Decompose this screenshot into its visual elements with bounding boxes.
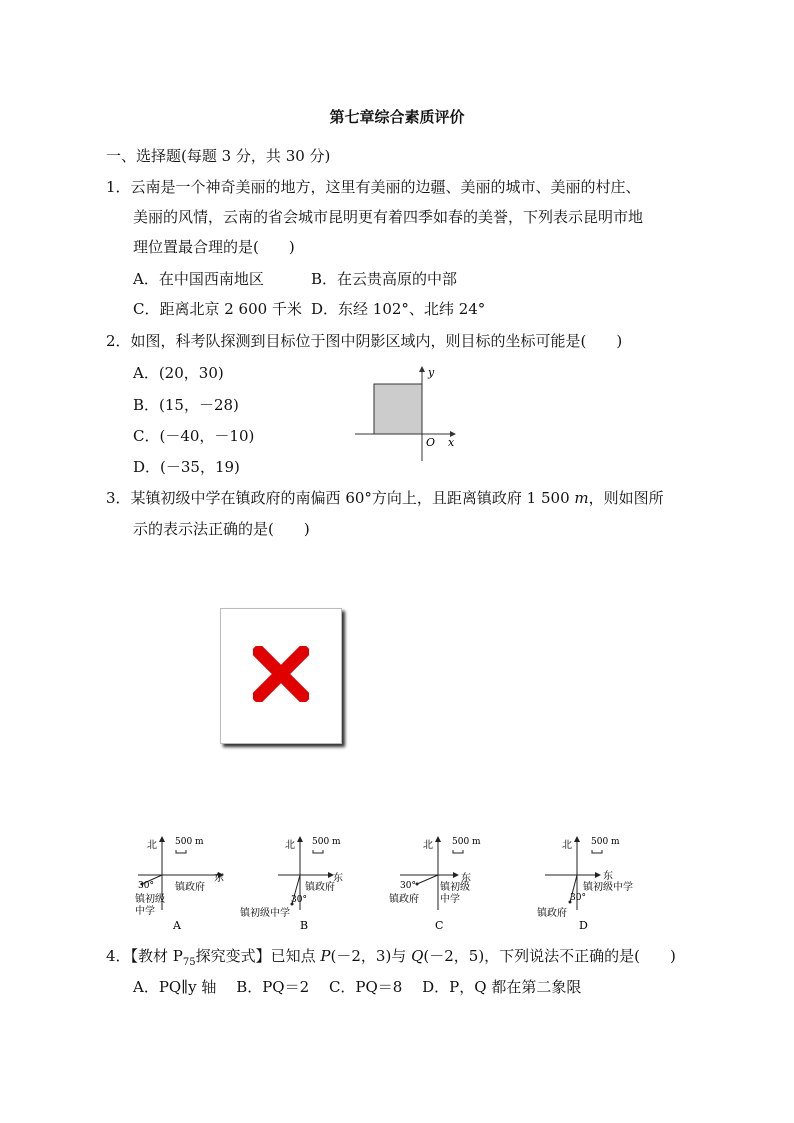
q3-stem-line2: 示的表示法正确的是( ) [133, 520, 310, 538]
q3-unit: m [574, 489, 589, 507]
school-label: 镇初级中学 [240, 908, 290, 919]
east-label: 东 [461, 873, 471, 884]
shaded-region [374, 384, 422, 434]
q2-coordinate-figure [350, 360, 460, 465]
q4-option-b: B．PQ＝2 [236, 978, 310, 996]
origin-label: O [426, 436, 436, 449]
point-q: Q [411, 947, 424, 965]
angle-label: 30° [570, 893, 586, 903]
north-label: 北 [147, 840, 157, 851]
q2-option-a: A．(20，30) [133, 364, 224, 382]
diagram-a [135, 836, 224, 932]
q1-stem-line1: 1．云南是一个神奇美丽的地方，这里有美丽的边疆、美丽的城市、美丽的村庄、 [106, 178, 641, 196]
diagram-letter: A [173, 919, 181, 932]
broken-image-icon [253, 646, 309, 702]
q1-stem-line3: 理位置最合理的是( ) [133, 238, 295, 256]
point-p-coord: (－2，3)与 [330, 947, 412, 965]
section-heading: 一、选择题(每题 3 分，共 30 分) [106, 147, 331, 165]
gov-label: 镇政府 [305, 882, 335, 893]
angle-label: 30° [138, 881, 154, 891]
q2-option-b: B．(15，－28) [133, 396, 239, 414]
school-label: 镇初级中学 [583, 882, 633, 893]
north-label: 北 [423, 840, 433, 851]
scale-label: 500 m [175, 837, 204, 847]
x-axis-label: x [448, 436, 455, 449]
angle-label: 30° [291, 895, 307, 905]
q1-option-b: B．在云贵高原的中部 [311, 270, 458, 288]
point-p: P [320, 947, 331, 965]
q4-option-a: A．PQ∥y 轴 [133, 978, 217, 996]
diagram-b [240, 836, 343, 932]
q1-option-c: C．距离北京 2 600 千米 [133, 300, 302, 318]
east-label: 东 [333, 873, 343, 884]
scale-label: 500 m [452, 837, 481, 847]
diagram-c [389, 836, 481, 932]
q4-page-number: 75 [182, 957, 196, 968]
diagram-d [537, 836, 633, 932]
q4-stem-mid: 探究变式】已知点 [195, 947, 321, 965]
q3-stem-line1 [106, 488, 664, 508]
q1-option-d: D．东经 102°、北纬 24° [311, 300, 486, 318]
diagram-letter: B [300, 919, 309, 932]
diagram-letter: D [579, 919, 588, 932]
school-label-2: 中学 [135, 906, 155, 917]
scale-label: 500 m [312, 837, 341, 847]
q4-option-c: C．PQ＝8 [328, 978, 403, 996]
y-axis-arrow-icon [419, 366, 425, 372]
q3-stem-text-end: ，则如图所 [588, 489, 664, 507]
school-label: 镇初级 [440, 882, 470, 893]
q1-stem-line2: 美丽的风情，云南的省会城市昆明更有着四季如春的美誉，下列表示昆明市地 [133, 208, 644, 226]
school-label-2: 中学 [440, 894, 460, 905]
q3-stem-text: 3．某镇初级中学在镇政府的南偏西 60°方向上，且距离镇政府 1 500 [106, 489, 575, 507]
gov-label: 镇政府 [537, 908, 567, 919]
q2-option-d: D．(－35，19) [133, 458, 240, 476]
y-axis-label: y [428, 366, 435, 379]
broken-image-placeholder [220, 608, 342, 744]
east-label: 东 [603, 871, 613, 882]
q4-options [133, 977, 581, 997]
gov-label: 镇政府 [175, 882, 205, 893]
east-label: 东 [214, 873, 224, 884]
q2-stem: 2．如图，科考队探测到目标位于图中阴影区域内，则目标的坐标可能是( ) [106, 332, 623, 350]
q4-stem [106, 946, 676, 973]
q2-option-c: C．(－40，－10) [133, 427, 255, 445]
diagram-letter: C [435, 919, 444, 932]
point-q-coord: (－2，5)，下列说法不正确的是( ) [423, 947, 676, 965]
angle-label: 30° [400, 881, 416, 891]
gov-label: 镇政府 [389, 894, 419, 905]
north-label: 北 [285, 840, 295, 851]
q4-stem-text: 4．【教材 P [106, 947, 183, 965]
school-label: 镇初级 [135, 894, 165, 905]
q3-diagrams [130, 832, 670, 932]
q4-option-d: D．P，Q 都在第二象限 [422, 978, 582, 996]
page-title: 第七章综合素质评价 [329, 108, 465, 126]
north-label: 北 [562, 840, 572, 851]
q1-option-a: A．在中国西南地区 [133, 270, 264, 288]
scale-label: 500 m [591, 837, 620, 847]
